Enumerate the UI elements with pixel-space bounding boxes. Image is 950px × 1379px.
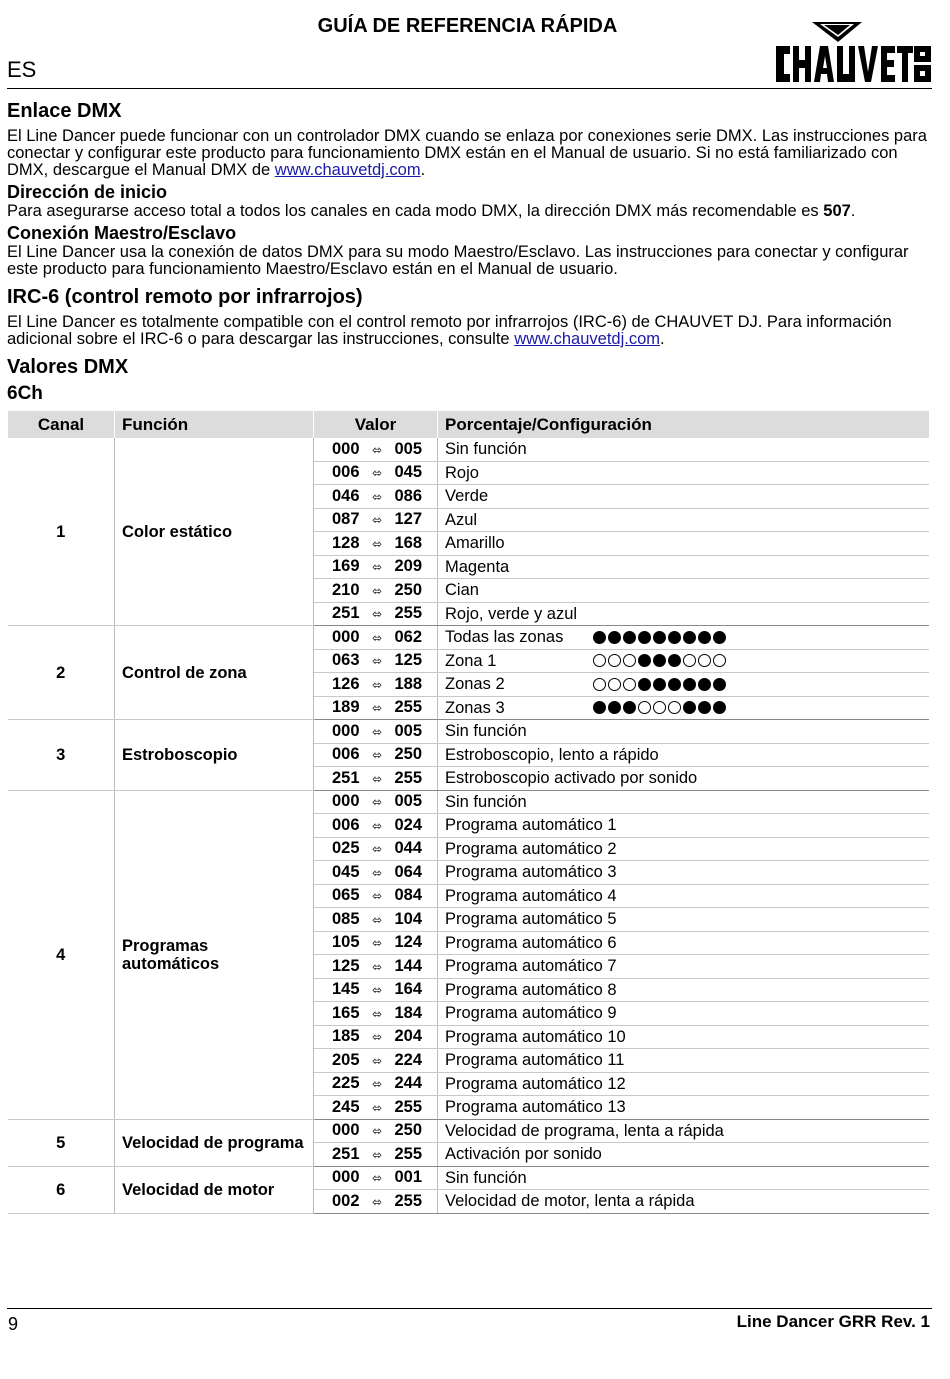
range-arrow-icon: ⬄ xyxy=(371,1171,383,1186)
setting-description xyxy=(438,626,930,650)
range-from: 065 xyxy=(332,886,360,905)
range-arrow-icon: ⬄ xyxy=(371,1194,383,1209)
range-arrow-icon: ⬄ xyxy=(371,442,383,457)
channel-number: 2 xyxy=(8,626,115,720)
range-from: 006 xyxy=(332,745,360,764)
value-range xyxy=(314,837,438,861)
table-row xyxy=(8,790,930,814)
zone-on-icon xyxy=(593,701,606,714)
setting-description: Programa automático 7 xyxy=(438,955,930,979)
setting-description: Azul xyxy=(438,508,930,532)
range-from: 006 xyxy=(332,463,360,482)
range-to: 024 xyxy=(394,815,422,834)
range-to: 255 xyxy=(394,1144,422,1163)
range-arrow-icon: ⬄ xyxy=(371,771,383,786)
range-to: 164 xyxy=(394,980,422,999)
range-from: 245 xyxy=(332,1097,360,1116)
value-range xyxy=(314,908,438,932)
range-from: 189 xyxy=(332,698,360,717)
zone-on-icon xyxy=(623,701,636,714)
range-arrow-icon: ⬄ xyxy=(371,748,383,763)
section-heading-maestro: Conexión Maestro/Esclavo xyxy=(7,223,237,243)
range-to: 044 xyxy=(394,839,422,858)
setting-description: Sin función xyxy=(438,1166,930,1190)
range-from: 125 xyxy=(332,956,360,975)
zone-on-icon xyxy=(608,701,621,714)
range-arrow-icon: ⬄ xyxy=(371,489,383,504)
header-canal: Canal xyxy=(8,411,115,438)
range-to: 001 xyxy=(394,1168,422,1187)
range-from: 000 xyxy=(332,627,360,646)
zone-on-icon xyxy=(608,631,621,644)
range-from: 006 xyxy=(332,815,360,834)
range-arrow-icon: ⬄ xyxy=(371,607,383,622)
value-range xyxy=(314,461,438,485)
range-arrow-icon: ⬄ xyxy=(371,583,383,598)
range-to: 255 xyxy=(394,1097,422,1116)
section-text-irc: El Line Dancer es totalmente compatible con el control remoto por infrarrojos (IRC-6) de CHAUVET DJ. Para información adicional sobre el IRC-6 o para descargar las instrucciones, consulte www.chauvetdj.com. xyxy=(7,313,892,348)
section-text-enlace: El Line Dancer puede funcionar con un controlador DMX cuando se enlaza por conexiones serie DMX. Las instrucciones para conectar y configurar este producto para funcionamiento DMX están en el Manual de usuario. Si no está familiarizado con DMX, descargue el Manual DMX de www.chauvetdj.com. xyxy=(7,127,927,179)
value-range xyxy=(314,1072,438,1096)
zone-off-icon xyxy=(593,654,606,667)
range-from: 185 xyxy=(332,1027,360,1046)
range-to: 255 xyxy=(394,604,422,623)
range-from: 087 xyxy=(332,510,360,529)
value-range xyxy=(314,696,438,720)
channel-function: Programas automáticos xyxy=(115,790,314,1119)
value-range xyxy=(314,955,438,979)
setting-label: Zona 1 xyxy=(445,651,497,670)
range-to: 250 xyxy=(394,745,422,764)
zone-on-icon xyxy=(683,678,696,691)
range-from: 165 xyxy=(332,1003,360,1022)
value-range xyxy=(314,1049,438,1073)
range-from: 251 xyxy=(332,1144,360,1163)
setting-description: Magenta xyxy=(438,555,930,579)
range-from: 085 xyxy=(332,909,360,928)
value-range xyxy=(314,673,438,697)
range-from: 045 xyxy=(332,862,360,881)
range-to: 104 xyxy=(394,909,422,928)
zone-on-icon xyxy=(698,631,711,644)
channel-number: 6 xyxy=(8,1166,115,1213)
value-range xyxy=(314,1190,438,1214)
page-content xyxy=(7,98,932,408)
value-range xyxy=(314,555,438,579)
setting-description: Estroboscopio, lento a rápido xyxy=(438,743,930,767)
setting-description: Velocidad de motor, lenta a rápida xyxy=(438,1190,930,1214)
setting-label: Todas las zonas xyxy=(445,628,564,647)
range-to: 064 xyxy=(394,862,422,881)
range-arrow-icon: ⬄ xyxy=(371,1006,383,1021)
zone-on-icon xyxy=(713,678,726,691)
range-to: 244 xyxy=(394,1074,422,1093)
range-arrow-icon: ⬄ xyxy=(371,889,383,904)
range-to: 250 xyxy=(394,580,422,599)
range-from: 000 xyxy=(332,721,360,740)
table-row xyxy=(8,626,930,650)
range-from: 105 xyxy=(332,933,360,952)
range-to: 045 xyxy=(394,463,422,482)
range-from: 205 xyxy=(332,1050,360,1069)
range-to: 005 xyxy=(394,792,422,811)
section-heading-enlace: Enlace DMX xyxy=(7,100,122,122)
zone-on-icon xyxy=(698,678,711,691)
range-arrow-icon: ⬄ xyxy=(371,865,383,880)
zone-on-icon xyxy=(683,631,696,644)
value-range xyxy=(314,602,438,626)
value-range xyxy=(314,978,438,1002)
range-to: 224 xyxy=(394,1050,422,1069)
range-from: 225 xyxy=(332,1074,360,1093)
zone-off-icon xyxy=(623,654,636,667)
setting-description: Programa automático 6 xyxy=(438,931,930,955)
setting-label: Zonas 3 xyxy=(445,698,505,717)
channel-function: Estroboscopio xyxy=(115,720,314,791)
setting-description: Rojo xyxy=(438,461,930,485)
zone-indicator xyxy=(593,654,726,667)
zone-off-icon xyxy=(638,701,651,714)
range-from: 000 xyxy=(332,439,360,458)
setting-description: Programa automático 8 xyxy=(438,978,930,1002)
range-arrow-icon: ⬄ xyxy=(371,630,383,645)
value-range xyxy=(314,720,438,744)
range-from: 169 xyxy=(332,557,360,576)
range-arrow-icon: ⬄ xyxy=(371,795,383,810)
setting-description: Verde xyxy=(438,485,930,509)
zone-on-icon xyxy=(638,631,651,644)
zone-on-icon xyxy=(668,678,681,691)
setting-description: Programa automático 5 xyxy=(438,908,930,932)
setting-description: Programa automático 10 xyxy=(438,1025,930,1049)
range-to: 125 xyxy=(394,651,422,670)
range-arrow-icon: ⬄ xyxy=(371,936,383,951)
value-range xyxy=(314,438,438,461)
value-range xyxy=(314,1166,438,1190)
range-arrow-icon: ⬄ xyxy=(371,1100,383,1115)
value-range xyxy=(314,1002,438,1026)
range-from: 000 xyxy=(332,792,360,811)
setting-description: Programa automático 9 xyxy=(438,1002,930,1026)
range-arrow-icon: ⬄ xyxy=(371,466,383,481)
range-arrow-icon: ⬄ xyxy=(371,677,383,692)
setting-description: Sin función xyxy=(438,438,930,461)
range-arrow-icon: ⬄ xyxy=(371,912,383,927)
value-range xyxy=(314,1096,438,1120)
setting-description: Programa automático 12 xyxy=(438,1072,930,1096)
value-range xyxy=(314,814,438,838)
setting-description xyxy=(438,696,930,720)
range-arrow-icon: ⬄ xyxy=(371,724,383,739)
range-to: 255 xyxy=(394,698,422,717)
table-header-row xyxy=(8,411,930,438)
setting-description: Programa automático 2 xyxy=(438,837,930,861)
start-address-value: 507 xyxy=(823,202,851,220)
setting-description: Activación por sonido xyxy=(438,1143,930,1167)
range-to: 005 xyxy=(394,721,422,740)
table-row xyxy=(8,438,930,461)
zone-indicator xyxy=(593,678,726,691)
zone-on-icon xyxy=(593,631,606,644)
range-to: 209 xyxy=(394,557,422,576)
range-arrow-icon: ⬄ xyxy=(371,654,383,669)
channel-function: Color estático xyxy=(115,438,314,626)
range-to: 204 xyxy=(394,1027,422,1046)
chauvet-dj-logo xyxy=(774,20,932,86)
zone-off-icon xyxy=(698,654,711,667)
zone-on-icon xyxy=(713,701,726,714)
range-from: 046 xyxy=(332,486,360,505)
value-range xyxy=(314,1119,438,1143)
zone-on-icon xyxy=(713,631,726,644)
range-to: 188 xyxy=(394,674,422,693)
value-range xyxy=(314,861,438,885)
range-arrow-icon: ⬄ xyxy=(371,983,383,998)
range-to: 255 xyxy=(394,1191,422,1210)
range-from: 251 xyxy=(332,768,360,787)
channel-function: Control de zona xyxy=(115,626,314,720)
channel-function: Velocidad de motor xyxy=(115,1166,314,1213)
range-from: 145 xyxy=(332,980,360,999)
zone-on-icon xyxy=(653,678,666,691)
zone-off-icon xyxy=(593,678,606,691)
zone-on-icon xyxy=(653,631,666,644)
zone-off-icon xyxy=(668,701,681,714)
setting-description: Programa automático 4 xyxy=(438,884,930,908)
section-heading-valores: Valores DMX xyxy=(7,356,129,378)
range-to: 144 xyxy=(394,956,422,975)
range-arrow-icon: ⬄ xyxy=(371,536,383,551)
range-arrow-icon: ⬄ xyxy=(371,560,383,575)
zone-off-icon xyxy=(608,678,621,691)
range-arrow-icon: ⬄ xyxy=(371,842,383,857)
range-from: 000 xyxy=(332,1121,360,1140)
range-arrow-icon: ⬄ xyxy=(371,1147,383,1162)
range-to: 005 xyxy=(394,439,422,458)
setting-description: Programa automático 11 xyxy=(438,1049,930,1073)
value-range xyxy=(314,884,438,908)
setting-description: Programa automático 3 xyxy=(438,861,930,885)
chauvet-link[interactable]: www.chauvetdj.com xyxy=(274,161,421,179)
zone-on-icon xyxy=(683,701,696,714)
range-to: 086 xyxy=(394,486,422,505)
range-to: 084 xyxy=(394,886,422,905)
range-arrow-icon: ⬄ xyxy=(371,1124,383,1139)
setting-description: Estroboscopio activado por sonido xyxy=(438,767,930,791)
header-porcentaje: Porcentaje/Configuración xyxy=(438,411,930,438)
setting-description: Velocidad de programa, lenta a rápida xyxy=(438,1119,930,1143)
zone-on-icon xyxy=(698,701,711,714)
range-from: 025 xyxy=(332,839,360,858)
zone-off-icon xyxy=(608,654,621,667)
range-arrow-icon: ⬄ xyxy=(371,513,383,528)
range-to: 124 xyxy=(394,933,422,952)
range-to: 168 xyxy=(394,533,422,552)
dmx-values-table xyxy=(7,411,929,1214)
zone-on-icon xyxy=(623,631,636,644)
setting-description: Sin función xyxy=(438,720,930,744)
range-from: 000 xyxy=(332,1168,360,1187)
header-valor: Valor xyxy=(314,411,438,438)
range-to: 255 xyxy=(394,768,422,787)
range-arrow-icon: ⬄ xyxy=(371,1077,383,1092)
language-code: ES xyxy=(7,57,37,82)
range-from: 251 xyxy=(332,604,360,623)
table-row xyxy=(8,720,930,744)
value-range xyxy=(314,508,438,532)
setting-description: Cian xyxy=(438,579,930,603)
section-heading-direccion: Dirección de inicio xyxy=(7,182,168,202)
table-row xyxy=(8,1166,930,1190)
zone-off-icon xyxy=(683,654,696,667)
setting-description xyxy=(438,649,930,673)
value-range xyxy=(314,485,438,509)
value-range xyxy=(314,931,438,955)
zone-on-icon xyxy=(668,654,681,667)
table-row xyxy=(8,1119,930,1143)
dmx-mode-label: 6Ch xyxy=(7,383,43,404)
value-range xyxy=(314,579,438,603)
zone-on-icon xyxy=(638,678,651,691)
value-range xyxy=(314,532,438,556)
setting-description: Rojo, verde y azul xyxy=(438,602,930,626)
value-range xyxy=(314,626,438,650)
dmx-table-body xyxy=(8,438,930,1213)
value-range xyxy=(314,649,438,673)
range-arrow-icon: ⬄ xyxy=(371,1030,383,1045)
range-from: 002 xyxy=(332,1191,360,1210)
page-number: 9 xyxy=(8,1314,19,1334)
page-header-title: GUÍA DE REFERENCIA RÁPIDA xyxy=(317,15,618,37)
setting-description: Programa automático 13 xyxy=(438,1096,930,1120)
zone-off-icon xyxy=(653,701,666,714)
range-to: 062 xyxy=(394,627,422,646)
channel-function: Velocidad de programa xyxy=(115,1119,314,1166)
setting-description: Amarillo xyxy=(438,532,930,556)
setting-label: Zonas 2 xyxy=(445,675,505,694)
section-text-maestro: El Line Dancer usa la conexión de datos DMX para su modo Maestro/Esclavo. Las instrucciones para conectar y configurar este producto para funcionamiento Maestro/Esclavo están en el Manual de usuario. xyxy=(7,243,909,278)
zone-indicator xyxy=(593,701,726,714)
range-arrow-icon: ⬄ xyxy=(371,818,383,833)
channel-number: 4 xyxy=(8,790,115,1119)
range-to: 127 xyxy=(394,510,422,529)
section-text-direccion: Para asegurarse acceso total a todos los canales en cada modo DMX, la dirección DMX más recomendable es 507. xyxy=(7,202,856,220)
zone-off-icon xyxy=(623,678,636,691)
range-arrow-icon: ⬄ xyxy=(371,959,383,974)
value-range xyxy=(314,1025,438,1049)
zone-on-icon xyxy=(668,631,681,644)
zone-off-icon xyxy=(713,654,726,667)
range-from: 210 xyxy=(332,580,360,599)
setting-description: Sin función xyxy=(438,790,930,814)
channel-number: 1 xyxy=(8,438,115,626)
value-range xyxy=(314,790,438,814)
range-arrow-icon: ⬄ xyxy=(371,1053,383,1068)
range-from: 128 xyxy=(332,533,360,552)
value-range xyxy=(314,1143,438,1167)
range-from: 063 xyxy=(332,651,360,670)
header-rule xyxy=(7,88,932,89)
setting-description: Programa automático 1 xyxy=(438,814,930,838)
range-to: 184 xyxy=(394,1003,422,1022)
zone-on-icon xyxy=(638,654,651,667)
zone-on-icon xyxy=(653,654,666,667)
zone-indicator xyxy=(593,631,726,644)
setting-description xyxy=(438,673,930,697)
value-range xyxy=(314,767,438,791)
header-funcion: Función xyxy=(115,411,314,438)
channel-number: 3 xyxy=(8,720,115,791)
range-to: 250 xyxy=(394,1121,422,1140)
range-from: 126 xyxy=(332,674,360,693)
channel-number: 5 xyxy=(8,1119,115,1166)
document-id: Line Dancer GRR Rev. 1 xyxy=(736,1312,930,1331)
value-range xyxy=(314,743,438,767)
section-heading-irc: IRC-6 (control remoto por infrarrojos) xyxy=(7,286,363,308)
range-arrow-icon: ⬄ xyxy=(371,701,383,716)
chauvet-link[interactable]: www.chauvetdj.com xyxy=(514,330,660,348)
footer-rule xyxy=(7,1308,932,1309)
